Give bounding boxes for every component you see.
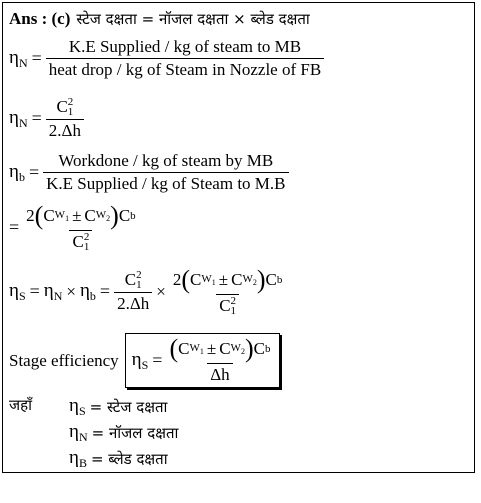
denominator: K.E Supplied / kg of Steam to M.B xyxy=(43,172,288,194)
equation-blade-efficiency-definition: $\eta_b$ = $\frac{\text{Workdone / kg of steam by MB}}{\text{K.E Supplied / kg of Steam to M.B}}$ xyxy=(9,151,289,194)
fraction xyxy=(46,37,324,80)
numerator: 2 ( C $W_1$ ± C $W_2$ ) C b xyxy=(26,201,136,230)
boxed-formula: $\eta_S$ = ( C $W_1$ ± C $W_2$ ) C b Δh xyxy=(125,333,281,388)
fraction-blade: 2 ( C $W_1$ ± C $W_2$ ) C b C 2 1 xyxy=(172,265,283,318)
answer-header xyxy=(9,9,310,29)
stage-efficiency-result xyxy=(9,333,280,388)
numerator: Workdone / kg of steam by MB xyxy=(58,151,274,170)
eta-symbol: $\eta_N$ xyxy=(9,46,28,70)
answer-label: Ans : (c) xyxy=(9,9,71,28)
equation-nozzle-efficiency-velocity: $\eta_N$ = C 2 1 2.Δh xyxy=(9,97,84,141)
denominator: 2.Δh xyxy=(46,119,84,141)
eta-symbol: $\eta_b$ xyxy=(9,160,25,184)
fraction-nozzle: C 2 1 2.Δh xyxy=(114,270,152,314)
answer-box xyxy=(2,2,475,473)
equation-blade-efficiency-velocity: = 2 ( C $W_1$ ± C $W_2$ ) C b C 2 1 xyxy=(9,203,139,253)
where-item-blade: $\eta_B$ = ब्लेड दक्षता xyxy=(69,447,168,470)
where-item-nozzle: $\eta_N$ = नॉजल दक्षता xyxy=(69,421,179,444)
fraction xyxy=(43,151,288,194)
numerator: C 2 1 xyxy=(56,96,74,119)
numerator: K.E Supplied / kg of steam to MB xyxy=(68,37,302,56)
eta-symbol: $\eta_N$ xyxy=(9,106,28,130)
eta-symbol: $\eta_S$ xyxy=(9,279,26,303)
equation-stage-efficiency-product: $\eta_S$ = $\eta_N$ × $\eta_b$ = C 2 1 2.Δh × 2 ( C $W_1$ ± C $W_2$ ) C b C 2 1 xyxy=(9,267,285,317)
hindi-definition: स्टेज दक्षता = नॉजल दक्षता × ब्लेड दक्षता xyxy=(76,10,310,28)
where-label: जहाँ xyxy=(9,396,32,414)
equation-nozzle-efficiency-definition: $\eta_N$ = $\frac{\text{K.E Supplied / kg of steam to MB}}{\text{heat drop / kg of Steam in Nozzle of FB}}$ xyxy=(9,37,324,80)
stage-efficiency-label: Stage efficiency xyxy=(9,350,119,370)
fraction: ( C $W_1$ ± C $W_2$ ) C b Δh xyxy=(169,334,271,384)
fraction xyxy=(46,97,84,141)
where-item-stage: $\eta_S$ = स्टेज दक्षता xyxy=(69,395,168,418)
fraction xyxy=(23,203,139,253)
denominator: C 2 1 xyxy=(69,230,92,253)
denominator: heat drop / kg of Steam in Nozzle of FB xyxy=(46,58,324,80)
where-label-row xyxy=(9,395,32,415)
